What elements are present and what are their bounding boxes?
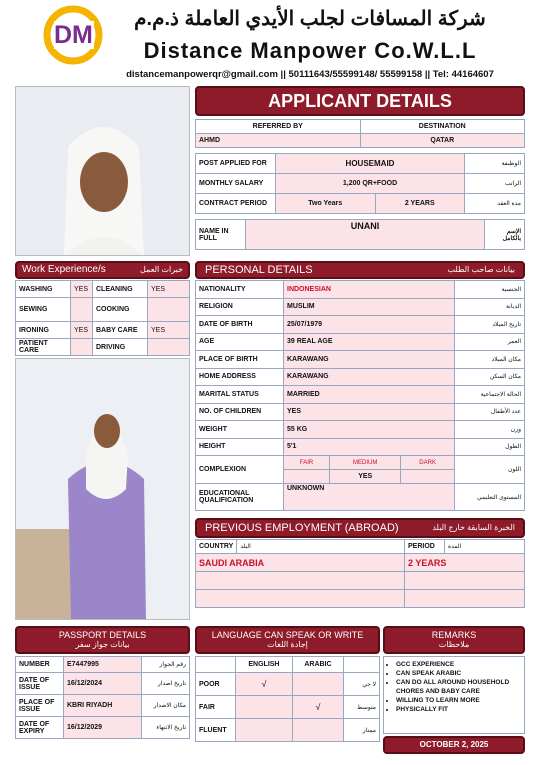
applicant-details-table bbox=[195, 119, 525, 250]
previous-employment-title-ar: الخبرة السابقة خارج البلد bbox=[432, 523, 515, 532]
passport-title bbox=[15, 626, 190, 654]
personal-label-ar: العمر bbox=[455, 333, 525, 351]
work-experience-title-ar: خبرات العمل bbox=[140, 265, 183, 274]
personal-value: INDONESIAN bbox=[284, 281, 455, 299]
previous-employment-table bbox=[195, 539, 525, 608]
personal-value: 5'1 bbox=[284, 438, 455, 456]
personal-row bbox=[196, 333, 525, 351]
personal-label: DATE OF BIRTH bbox=[196, 316, 284, 334]
previous-employment-title-en: PREVIOUS EMPLOYMENT (ABROAD) bbox=[205, 522, 399, 534]
passport-label: DATE OF ISSUE bbox=[16, 673, 64, 695]
personal-label: HEIGHT bbox=[196, 438, 284, 456]
personal-row bbox=[196, 298, 525, 316]
work-experience-title-en: Work Experience/s bbox=[22, 264, 106, 275]
period-value: 2 YEARS bbox=[405, 554, 525, 572]
personal-label-ar: تاريخ الميلاد bbox=[455, 316, 525, 334]
personal-value: MARRIED bbox=[284, 386, 455, 404]
remarks-title-ar: ملاحظات bbox=[438, 640, 470, 649]
passport-label-ar: مكان الاصدار bbox=[142, 695, 190, 717]
language-title-en: LANGUAGE CAN SPEAK OR WRITE bbox=[211, 630, 364, 640]
skill-cooking: COOKING bbox=[93, 298, 148, 322]
personal-label: WEIGHT bbox=[196, 421, 284, 439]
skill-sewing-value bbox=[71, 298, 93, 322]
country-label-ar: البلد bbox=[237, 540, 405, 554]
language-row bbox=[196, 719, 380, 742]
language-level-label-ar: لا جي bbox=[344, 673, 380, 696]
complexion-option: FAIR bbox=[284, 456, 330, 470]
referred-by-value: AHMD bbox=[196, 134, 361, 148]
personal-row bbox=[196, 386, 525, 404]
skill-patient-care: PATIENT CARE bbox=[16, 339, 71, 356]
personal-label-ar: مكان الميلاد bbox=[455, 351, 525, 369]
remark-item: • CAN DO ALL AROUND HOUSEHOLD CHORES AND BABY CARE bbox=[396, 678, 520, 696]
personal-details-title-ar: بيانات صاحب الطلب bbox=[447, 265, 515, 274]
passport-value: E7447995 bbox=[64, 657, 142, 673]
destination-value: QATAR bbox=[360, 134, 525, 148]
personal-value: YES bbox=[284, 403, 455, 421]
applicant-details-title: APPLICANT DETAILS bbox=[195, 86, 525, 116]
salary-value: 1,200 QR+FOOD bbox=[276, 174, 465, 194]
personal-row bbox=[196, 316, 525, 334]
skill-cleaning-value: YES bbox=[148, 281, 190, 298]
language-arabic-value bbox=[292, 719, 343, 742]
applicant-portrait-photo bbox=[15, 86, 190, 256]
country-label: COUNTRY bbox=[196, 540, 237, 554]
personal-row bbox=[196, 351, 525, 369]
personal-row bbox=[196, 368, 525, 386]
passport-label-ar: تاريخ اصدار bbox=[142, 673, 190, 695]
referred-by-label: REFERRED BY bbox=[196, 120, 361, 134]
personal-label: PLACE OF BIRTH bbox=[196, 351, 284, 369]
passport-row bbox=[16, 673, 190, 695]
remarks-title bbox=[383, 626, 525, 654]
personal-value: KARAWANG bbox=[284, 351, 455, 369]
company-contact: distancemanpowerqr@gmail.com || 50111643/55599148/ 55599158 || Tel: 44164607 bbox=[126, 69, 494, 80]
language-level-label-ar: ممتاز bbox=[344, 719, 380, 742]
language-english-header: ENGLISH bbox=[236, 657, 293, 673]
company-arabic-title: شركة المسافات لجلب الأيدي العاملة ذ.م.م bbox=[134, 8, 486, 30]
salary-label-ar: الراتب bbox=[465, 174, 525, 194]
skill-washing: WASHING bbox=[16, 281, 71, 298]
complexion-label-ar: اللون bbox=[455, 456, 525, 484]
remark-item: • GCC EXPERIENCE bbox=[396, 660, 520, 669]
remarks-title-en: REMARKS bbox=[431, 630, 477, 640]
passport-value: 16/12/2029 bbox=[64, 717, 142, 739]
complexion-value: YES bbox=[330, 470, 401, 484]
personal-value: 25/07/1979 bbox=[284, 316, 455, 334]
complexion-label: COMPLEXION bbox=[196, 456, 284, 484]
name-value: UNANI bbox=[246, 220, 485, 250]
post-value: HOUSEMAID bbox=[276, 154, 465, 174]
education-label: EDUCATIONAL QUALIFICATION bbox=[196, 484, 284, 511]
personal-label: MARITAL STATUS bbox=[196, 386, 284, 404]
language-table bbox=[195, 656, 380, 742]
contract-label: CONTRACT PERIOD bbox=[196, 194, 276, 214]
remark-item: • PHYSICALLY FIT bbox=[396, 705, 520, 714]
remark-item: • CAN SPEAK ARABIC bbox=[396, 669, 520, 678]
skill-baby-care: BABY CARE bbox=[93, 322, 148, 339]
language-title bbox=[195, 626, 380, 654]
language-level-label: FAIR bbox=[196, 696, 236, 719]
personal-row bbox=[196, 403, 525, 421]
personal-label-ar: الحالة الاجتماعية bbox=[455, 386, 525, 404]
language-title-ar: إجادة اللغات bbox=[267, 640, 308, 649]
personal-label-ar: الطول bbox=[455, 438, 525, 456]
personal-details-table bbox=[195, 280, 525, 511]
destination-label: DESTINATION bbox=[360, 120, 525, 134]
personal-label: NO. OF CHILDREN bbox=[196, 403, 284, 421]
work-experience-title bbox=[15, 261, 190, 279]
language-arabic-header: ARABIC bbox=[292, 657, 343, 673]
name-label-ar: الإسم بالكامل bbox=[485, 220, 525, 250]
language-arabic-value bbox=[292, 673, 343, 696]
language-level-label-ar: متوسط bbox=[344, 696, 380, 719]
applicant-full-body-photo bbox=[15, 358, 190, 620]
language-level-label: POOR bbox=[196, 673, 236, 696]
skill-cleaning: CLEANING bbox=[93, 281, 148, 298]
skill-ironing: IRONING bbox=[16, 322, 71, 339]
period-label-ar: المدة bbox=[445, 540, 525, 554]
remark-item: • WILLING TO LEARN MORE bbox=[396, 696, 520, 705]
passport-title-en: PASSPORT DETAILS bbox=[58, 630, 147, 640]
personal-label: HOME ADDRESS bbox=[196, 368, 284, 386]
education-label-ar: المستوى التعليمي bbox=[455, 484, 525, 511]
skill-baby-care-value: YES bbox=[148, 322, 190, 339]
skill-ironing-value: YES bbox=[71, 322, 93, 339]
passport-row bbox=[16, 695, 190, 717]
language-english-value bbox=[236, 719, 293, 742]
language-english-value bbox=[236, 696, 293, 719]
skill-washing-value: YES bbox=[71, 281, 93, 298]
passport-row bbox=[16, 717, 190, 739]
period-label: PERIOD bbox=[405, 540, 445, 554]
personal-value: KARAWANG bbox=[284, 368, 455, 386]
skill-driving-value bbox=[148, 339, 190, 356]
personal-value: 55 KG bbox=[284, 421, 455, 439]
passport-table bbox=[15, 656, 190, 739]
passport-value: 16/12/2024 bbox=[64, 673, 142, 695]
passport-label: NUMBER bbox=[16, 657, 64, 673]
passport-label: DATE OF EXPIRY bbox=[16, 717, 64, 739]
post-label: POST APPLIED FOR bbox=[196, 154, 276, 174]
personal-row bbox=[196, 438, 525, 456]
personal-label: NATIONALITY bbox=[196, 281, 284, 299]
education-value: UNKNOWN bbox=[284, 484, 455, 511]
passport-label: PLACE OF ISSUE bbox=[16, 695, 64, 717]
skill-driving: DRIVING bbox=[93, 339, 148, 356]
personal-label: AGE bbox=[196, 333, 284, 351]
passport-row bbox=[16, 657, 190, 673]
personal-details-title-en: PERSONAL DETAILS bbox=[205, 264, 313, 276]
passport-value: KBRI RIYADH bbox=[64, 695, 142, 717]
personal-label-ar: الجنسية bbox=[455, 281, 525, 299]
personal-row bbox=[196, 421, 525, 439]
skill-sewing: SEWING bbox=[16, 298, 71, 322]
passport-title-ar: بيانات جواز سفر bbox=[75, 640, 130, 649]
country-value: SAUDI ARABIA bbox=[196, 554, 405, 572]
language-english-value: √ bbox=[236, 673, 293, 696]
personal-row bbox=[196, 281, 525, 299]
language-row bbox=[196, 673, 380, 696]
remarks-date: OCTOBER 2, 2025 bbox=[383, 736, 525, 754]
language-arabic-value: √ bbox=[292, 696, 343, 719]
skill-patient-care-value bbox=[71, 339, 93, 356]
salary-label: MONTHLY SALARY bbox=[196, 174, 276, 194]
personal-label-ar: الديانة bbox=[455, 298, 525, 316]
personal-value: MUSLIM bbox=[284, 298, 455, 316]
contract-years: 2 YEARS bbox=[375, 194, 464, 214]
post-label-ar: الوظيفة bbox=[465, 154, 525, 174]
previous-employment-title bbox=[195, 518, 525, 538]
contract-value: Two Years bbox=[276, 194, 376, 214]
work-experience-table bbox=[15, 280, 190, 356]
language-level-label: FLUENT bbox=[196, 719, 236, 742]
language-row bbox=[196, 696, 380, 719]
personal-value: 39 REAL AGE bbox=[284, 333, 455, 351]
passport-label-ar: تاريخ الانتهاء bbox=[142, 717, 190, 739]
logo-text: DM bbox=[54, 21, 93, 49]
passport-label-ar: رقم الجواز bbox=[142, 657, 190, 673]
remarks-list bbox=[383, 656, 525, 734]
complexion-option: DARK bbox=[401, 456, 455, 470]
personal-label-ar: وزن bbox=[455, 421, 525, 439]
skill-cooking-value bbox=[148, 298, 190, 322]
personal-label: RELIGION bbox=[196, 298, 284, 316]
contract-label-ar: مدة العقد bbox=[465, 194, 525, 214]
company-english-title: Distance Manpower Co.W.L.L bbox=[143, 38, 477, 63]
company-logo bbox=[40, 4, 110, 66]
complexion-option: MEDIUM bbox=[330, 456, 401, 470]
name-label: NAME IN FULL bbox=[196, 220, 246, 250]
personal-label-ar: عدد الأطفال bbox=[455, 403, 525, 421]
personal-details-title bbox=[195, 261, 525, 279]
personal-label-ar: مكان السكن bbox=[455, 368, 525, 386]
